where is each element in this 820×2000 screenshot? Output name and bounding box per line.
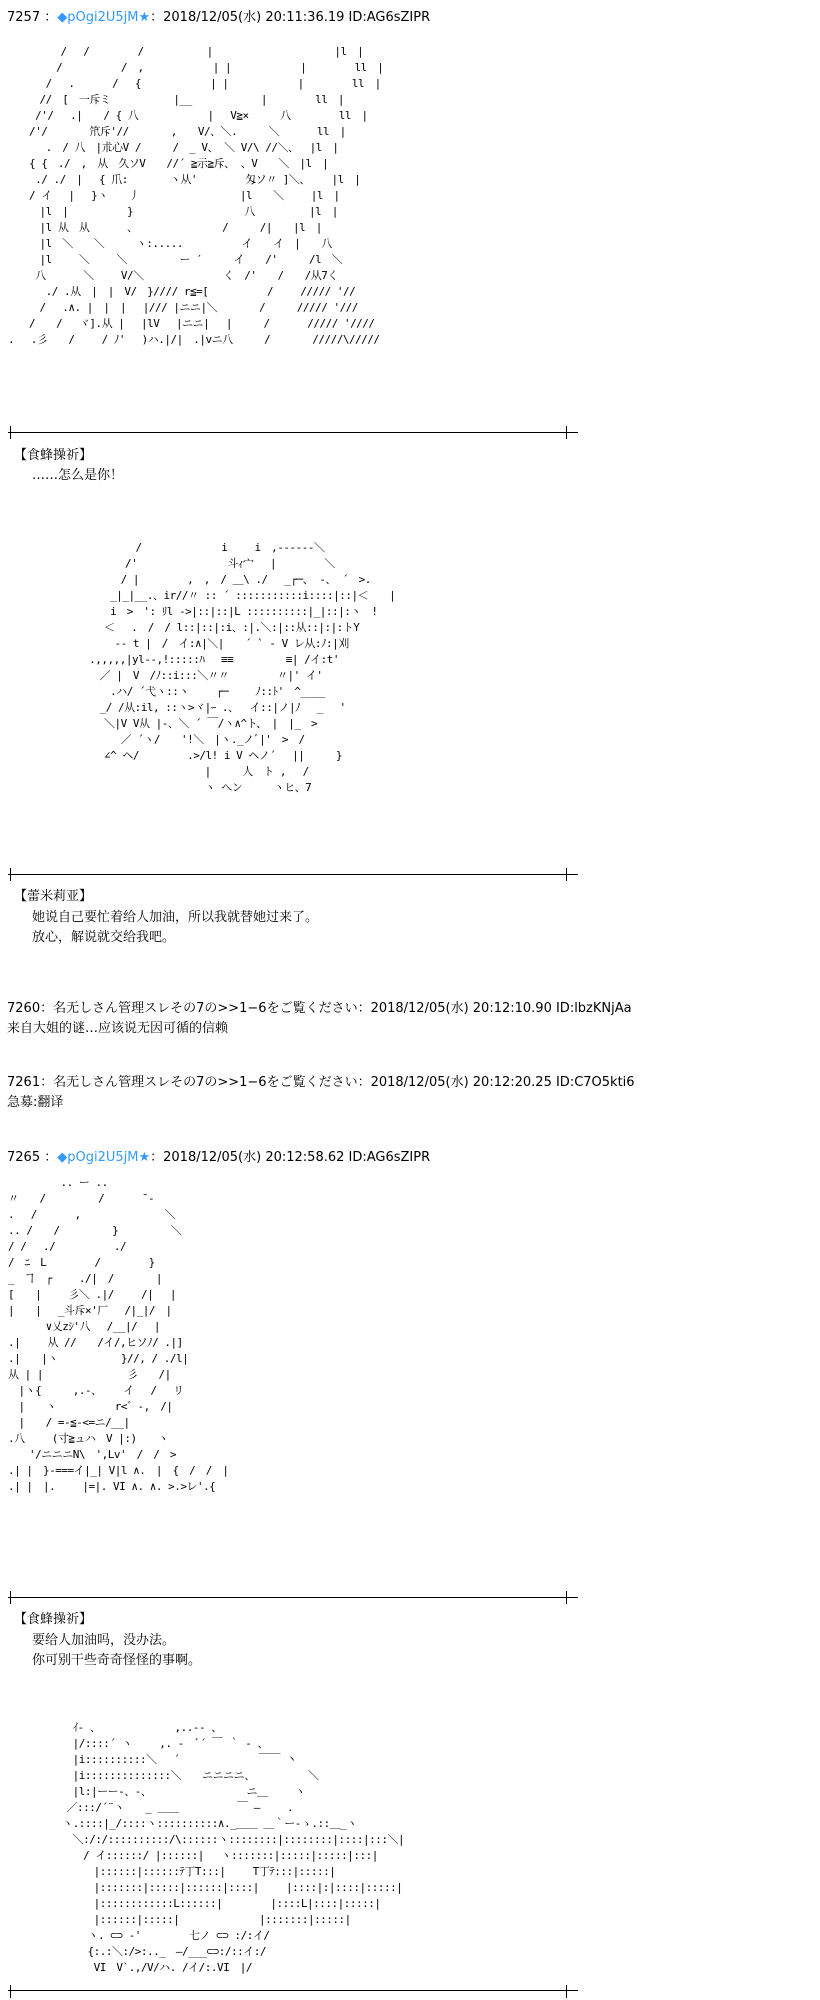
star-icon: ★ [138,10,151,25]
divider-tick-right [566,426,567,439]
post-header-7265 [7,1150,430,1166]
divider-tick-right [566,1985,567,1998]
divider-tick-right [566,868,567,881]
speaker-name: 【食蜂操祈】 [14,1612,93,1627]
post-separator: ： [40,10,58,25]
dialogue-line: 要给人加油吗，没办法。 [32,1633,176,1648]
reply-body-7261: 急募:翻译 [7,1095,64,1110]
divider-tick-left [10,1591,11,1604]
tripcode[interactable]: ◆pOgi2U5jM [57,10,139,25]
post-separator: ： [40,1150,58,1165]
speaker-name: 【食蜂操祈】 [14,448,93,463]
divider-tick-right [566,1591,567,1604]
post-meta: ：2018/12/05(水) 20:11:36.19 ID:AG6sZIPR [150,10,431,25]
ascii-art-4: ｲ- 、 ,..-‐ 、 |/::::´ ヽ ,. - ﾞ´ ￣ ｀ - 、 |i::::::::::＼ ´ ￣￣ 丶 |i::::::::::::::＼ ニニニニ、 ＼ |l:|ーー-、-、 ニ＿ ヽ ／:::/´¨ヽ _ ＿＿ ￣ ― . ヽ.::::|_/::::ヽ::::::::::∧._＿＿ ＿｀ー-ゝ.::＿_ヽ ＼:/:/::::::::::/\::::::ヽ::::::::|::::::::|::::|:::＼| / イ::::::/ |::::::| ヽ:::::::|:::::|:::::|:::| |::::::|::::::ﾃ丁T:::| T丁ﾃ:::|:::::| |:::::::|:::::|::::::|::::| |::::|:|::::|:::::| |::::::::::::L::::::| |::::L|::::|:::::| |::::::|:::::| |:::::::|:::::| ヽ. ⊂⊃ -' 七ノ ⊂⊃ :/:イ/ {:.:＼:/>:.._ ―/___⊂⊃:/::イ:/ VI V`.,/V/ハ. /イ/:.VI |/ [62,1721,405,1974]
speaker-name: 【蕾米莉亚】 [14,889,93,904]
post-header-7257 [7,10,430,26]
post-number[interactable]: 7265 [7,1150,41,1165]
post-meta: ：2018/12/05(水) 20:12:58.62 ID:AG6sZIPR [150,1150,431,1165]
reply-body-7260: 来自大姐的谜…应该说无因可循的信赖 [7,1021,229,1036]
dialogue-line: 放心，解说就交给我吧。 [32,930,176,945]
ascii-art-2: / i i ,------＼ /' 斗ｨ宀 | ＼ / | , , / ＿\ ./ _┌─、 -、 ´ >. _|_|__.、ir//〃 :: ´ :::::::::::i::::|::|＜ | i > ': ﾘl ->|::|::|L ::::::::::|_|::|:ヽ ! ＜ . / / l::|::|:i、:|.＼:|::从::|:|:トY -- t | / イ:∧|＼| ´ ` - V レ从:ﾉ:|刈 .,,,,,|yl--,!:::::ﾊ ≡≡ ≡| /イ:t' ／ | V /ﾉ::i:::＼〃〃 〃|' イ' .ハ/ ´弋ヽ::ヽ ┌─ ﾉ::ﾄ' ^____ _/ /从:il, ::ヽ>ヾ|ｰ .、 イ::|ノ|ﾉ _ ' ＼|V V从 |-、＼ ´ ￣/ヽ∧^ト、 | |_ > ／ ´ヽ/ '!＼ |ヽ._ノﾞ|' > / ∠^ ヘ/ .>/l! i V ヘノ´ || } | 人 ト , / ヽ へン ヽヒ、7 [89,541,396,794]
reply-header-7260: 7260：名无しさん管理スレその7の>>1−6をご覧ください：2018/12/05(水) 20:12:10.90 ID:lbzKNjAa [7,1001,632,1016]
divider-line [8,432,578,433]
dialogue-line: 你可别干些奇奇怪怪的事啊。 [32,1653,202,1668]
dialogue-line: 她说自己要忙着给人加油，所以我就替她过来了。 [32,910,319,925]
tripcode[interactable]: ◆pOgi2U5jM [57,1150,139,1165]
ascii-art-3: .. ー .. 〃 / / ¯- . / , ＼ .. / / } ＼ / / ./ ./ / ﾆ L / } _ ヿ ┌ ./| / | [ | 彡＼ .|/ /| | | | _斗斥×'厂 /|_|/ | ∨乂zｼ'八 /__|/ | .| 从 // /イ/,ヒソﾉ/ .|] .| |ヽ }//, / ./l| 从 | | 彡 /| |ヽ{ ,.-、 イ / リ | ヽ r<゛-, /| | / =-≦-<=ニ/__| .八 (寸≧ュハ V |:) ヽ '/ニニニN\ ',Lv' / / > .| | }-===イ|_| V|l ∧. | { / / | .| | |. |=|. VI ∧. ∧. >.>レ'.{ [8,1176,229,1493]
dialogue-line: ……怎么是你！ [32,468,124,483]
divider-line [8,1597,578,1598]
reply-header-7261: 7261：名无しさん管理スレその7の>>1−6をご覧ください：2018/12/05(水) 20:12:20.25 ID:C7O5kti6 [7,1075,635,1090]
post-number[interactable]: 7257 [7,10,41,25]
divider-tick-left [10,868,11,881]
divider-line [8,1990,578,1991]
star-icon: ★ [138,1150,151,1165]
divider-line [8,874,578,875]
divider-tick-left [10,426,11,439]
divider-tick-left [10,1985,11,1998]
ascii-art-1: / / / | |l | / / , | | | ll | / . / { | | | ll | // [ 一斥ミ |__ | ll | /'/ .| / { 八 | V≧× 八 ll | /'/ 笊斥'// , V/、＼. ＼ ll | . / 八 |朮心V / / _ V、 ＼ V/\ //＼、 |l | { { ./ , 从 久ソV //´ ≧示≧斥、 、V ＼ |l | ./ ./ | { 爪: ヽ从' 匁ソ〃 ]＼、 |l | / イ | }ヽ 丿 |l ＼ |l | |l | } 八 |l | |l 从 从 、 / /| |l | |l ＼ ＼ ヽ:..... イ イ | 八 |l ＼ ＼ ー ′ イ /' /l ＼ 八 ＼ V/＼ く /' / /从7く ./ .从 | | V/ }//// r≦=[ / ///// '// / .∧. | | | |/// |ニニ|＼ / ///// '/// / / ヾ].从 | |lV |ニニ| | / ///// '//// . .彡 / / ﾉ' )ハ.|/| .|vニ八 / /////\///// [8,45,384,346]
